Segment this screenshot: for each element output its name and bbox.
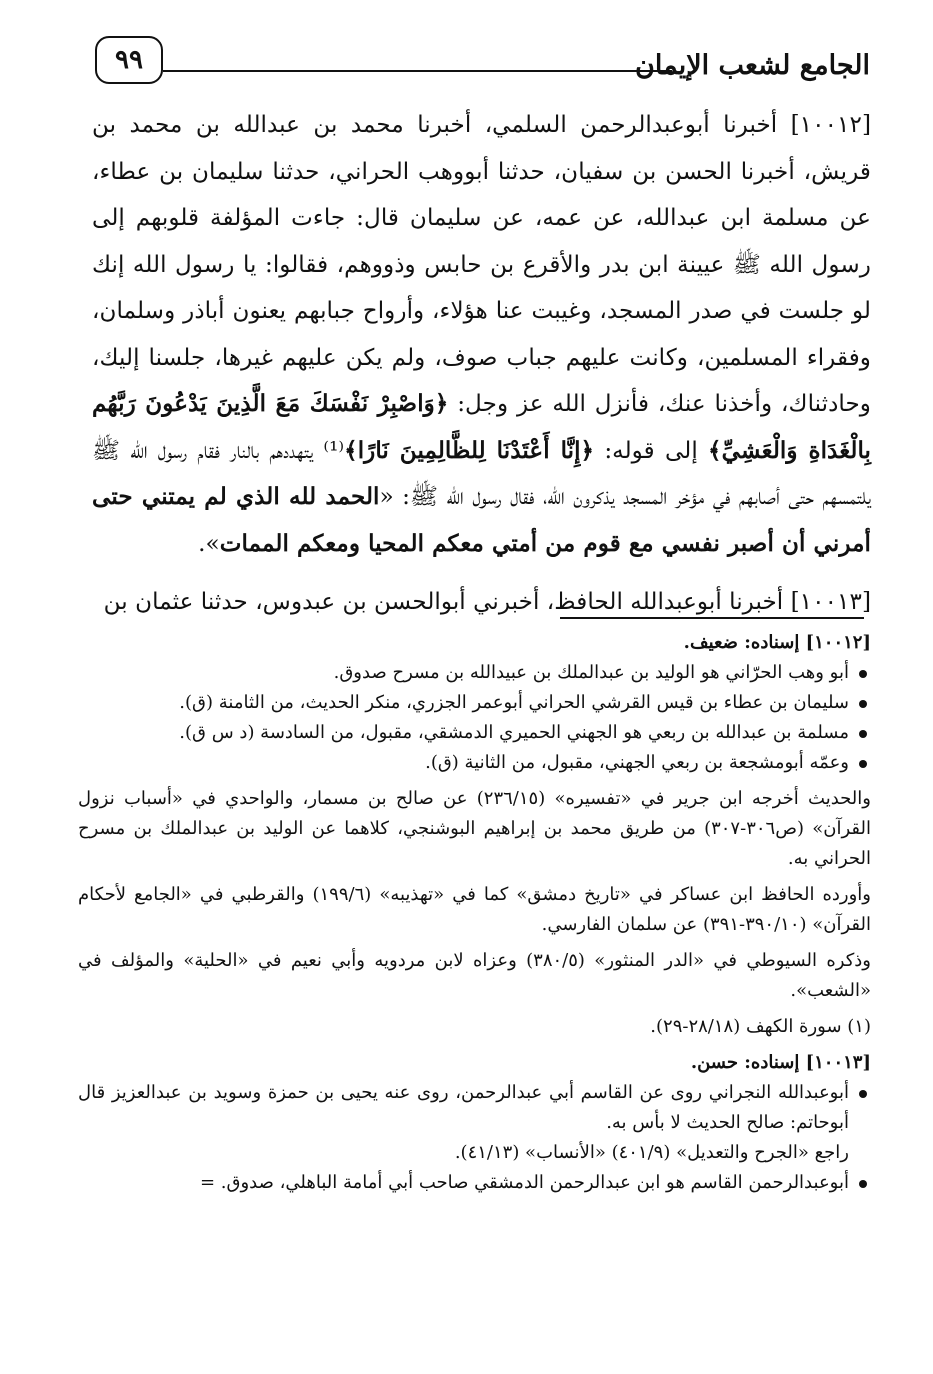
quran-verse-1: ﴿وَاصْبِرْ نَفْسَكَ مَعَ الَّذِينَ يَدْعُونَ رَبَّهُم بِالْغَدَاةِ وَالْعَشِيِّ﴾ (92, 390, 872, 464)
note-10013-narrators (78, 1078, 871, 1198)
footnote-separator (560, 617, 864, 619)
note-10013-bullet-1: أبوعبدالله النجراني روى عن القاسم أبي عبدالرحمن، روى عنه يحيى بن حمزة وسويد بن عبدالعزيز قال أبوحاتم: صالح الحديث لا بأس به. (78, 1082, 849, 1133)
hadith-10012-prophetic-saying: الحمد لله الذي لم يمتني حتى أمرني أن أصبر نفسي مع قوم من أمتي معكم المحيا ومعكم الممات (92, 483, 871, 557)
list-item: سليمان بن عطاء بن قيس القرشي الحراني أبوعمر الجزري، منكر الحديث، من الثامنة (ق). (78, 688, 871, 718)
note-10012-heading: [١٠٠١٢] إسناده: ضعيف. (683, 632, 871, 653)
note-10013 (78, 1048, 871, 1198)
hadith-10012-text-b: إلى قوله: (594, 436, 709, 464)
list-item: وعمّه أبومشجعة بن ربعي الجهني، مقبول، من الثانية (ق). (78, 748, 871, 778)
note-10013-heading: [١٠٠١٣] إسناده: حسن. (690, 1052, 871, 1073)
note-10012-ibn-asakir: وأورده الحافظ ابن عساكر في «تاريخ دمشق» كما في «تهذيبه» (١٩٩/٦) والقرطبي في «الجامع لأحكام القرآن» (٣٩٠/١٠-٣٩١) عن سلمان الفارسي. (78, 884, 871, 935)
note-10012-suyuti: وذكره السيوطي في «الدر المنثور» (٣٨٠/٥) وعزاه لابن مردويه وأبي نعيم في «الحلية» والمؤلف في «الشعب». (78, 950, 871, 1001)
hadith-10012-text-a: [١٠٠١٢] أخبرنا أبوعبدالرحمن السلمي، أخبرنا محمد بن عبدالله بن محمد بن قريش، أخبرنا الحسن بن سفيان، حدثنا أبووهب الحراني، حدثنا سليمان بن عطاء، عن مسلمة ابن عبدالله، عن عمه، عن سليمان قال: جاءت المؤلفة قلوبهم إلى رسول الله ﷺ عيينة ابن بدر والأقرع بن حابس وذووهم، فقالوا: يا رسول الله إنك لو جلست في صدر المسجد، وغيبت عنا هؤلاء، وأرواح جبابهم يعنون أباذر وسلمان، وفقراء المسلمين، وكانت عليهم جباب صوف، ولم يكن عليهم غيرها، جلسنا إليك، وحادثناك، وأخذنا عنك، فأنزل الله عز وجل: (92, 111, 872, 417)
quran-verse-2: ﴿إِنَّا أَعْتَدْنَا لِلظَّالِمِينَ نَارًا﴾ (344, 436, 595, 464)
list-item: أبو وهب الحرّاني هو الوليد بن عبدالملك بن عبيدالله بن مسرح صدوق. (78, 658, 871, 688)
hadith-10013: [١٠٠١٣] أخبرنا أبوعبدالله الحافظ، أخبرني أبوالحسن بن عبدوس، حدثنا عثمان بن (103, 588, 871, 615)
note-10013-bullet-1-ref: راجع «الجرح والتعديل» (٤٠١/٩) «الأنساب» (٤١/١٣). (454, 1142, 849, 1163)
list-item: أبوعبدالرحمن القاسم هو ابن عبدالرحمن الدمشقي صاحب أبي أمامة الباهلي، صدوق. = (78, 1168, 871, 1198)
page-header (95, 28, 870, 88)
book-title: الجامع لشعب الإيمان (635, 50, 870, 81)
hadith-10012-text-d: ». (198, 529, 220, 557)
header-rule (163, 70, 672, 72)
hadith-10012-text-c: ⁽¹⁾ يتهددهم بالنار فقام رسول الله ﷺ يلتمسهم حتى أصابهم في مؤخر المسجد يذكرون الله، فقال رسول الله ﷺ: « (92, 436, 871, 510)
note-10012-takhrij: والحديث أخرجه ابن جرير في «تفسيره» (٢٣٦/١٥) عن صالح بن مسمار، والواحدي في «أسباب نزول القرآن» (ص٣٠٦-٣٠٧) من طريق محمد بن إبراهيم البوشنجي، كلاهما عن الوليد بن عبدالملك بن مسرح الحراني به. (78, 788, 871, 869)
page-number: ٩٩ (95, 36, 163, 84)
footnote-1-verse-ref: (١) سورة الكهف (٢٨/١٨-٢٩). (650, 1016, 871, 1037)
list-item (78, 1078, 871, 1168)
hadith-10012 (92, 102, 871, 567)
main-text (92, 102, 871, 626)
list-item: مسلمة بن عبدالله بن ربعي هو الجهني الحميري الدمشقي، مقبول، من السادسة (د س ق). (78, 718, 871, 748)
footnotes (78, 628, 871, 1198)
note-10012-narrators (78, 658, 871, 778)
